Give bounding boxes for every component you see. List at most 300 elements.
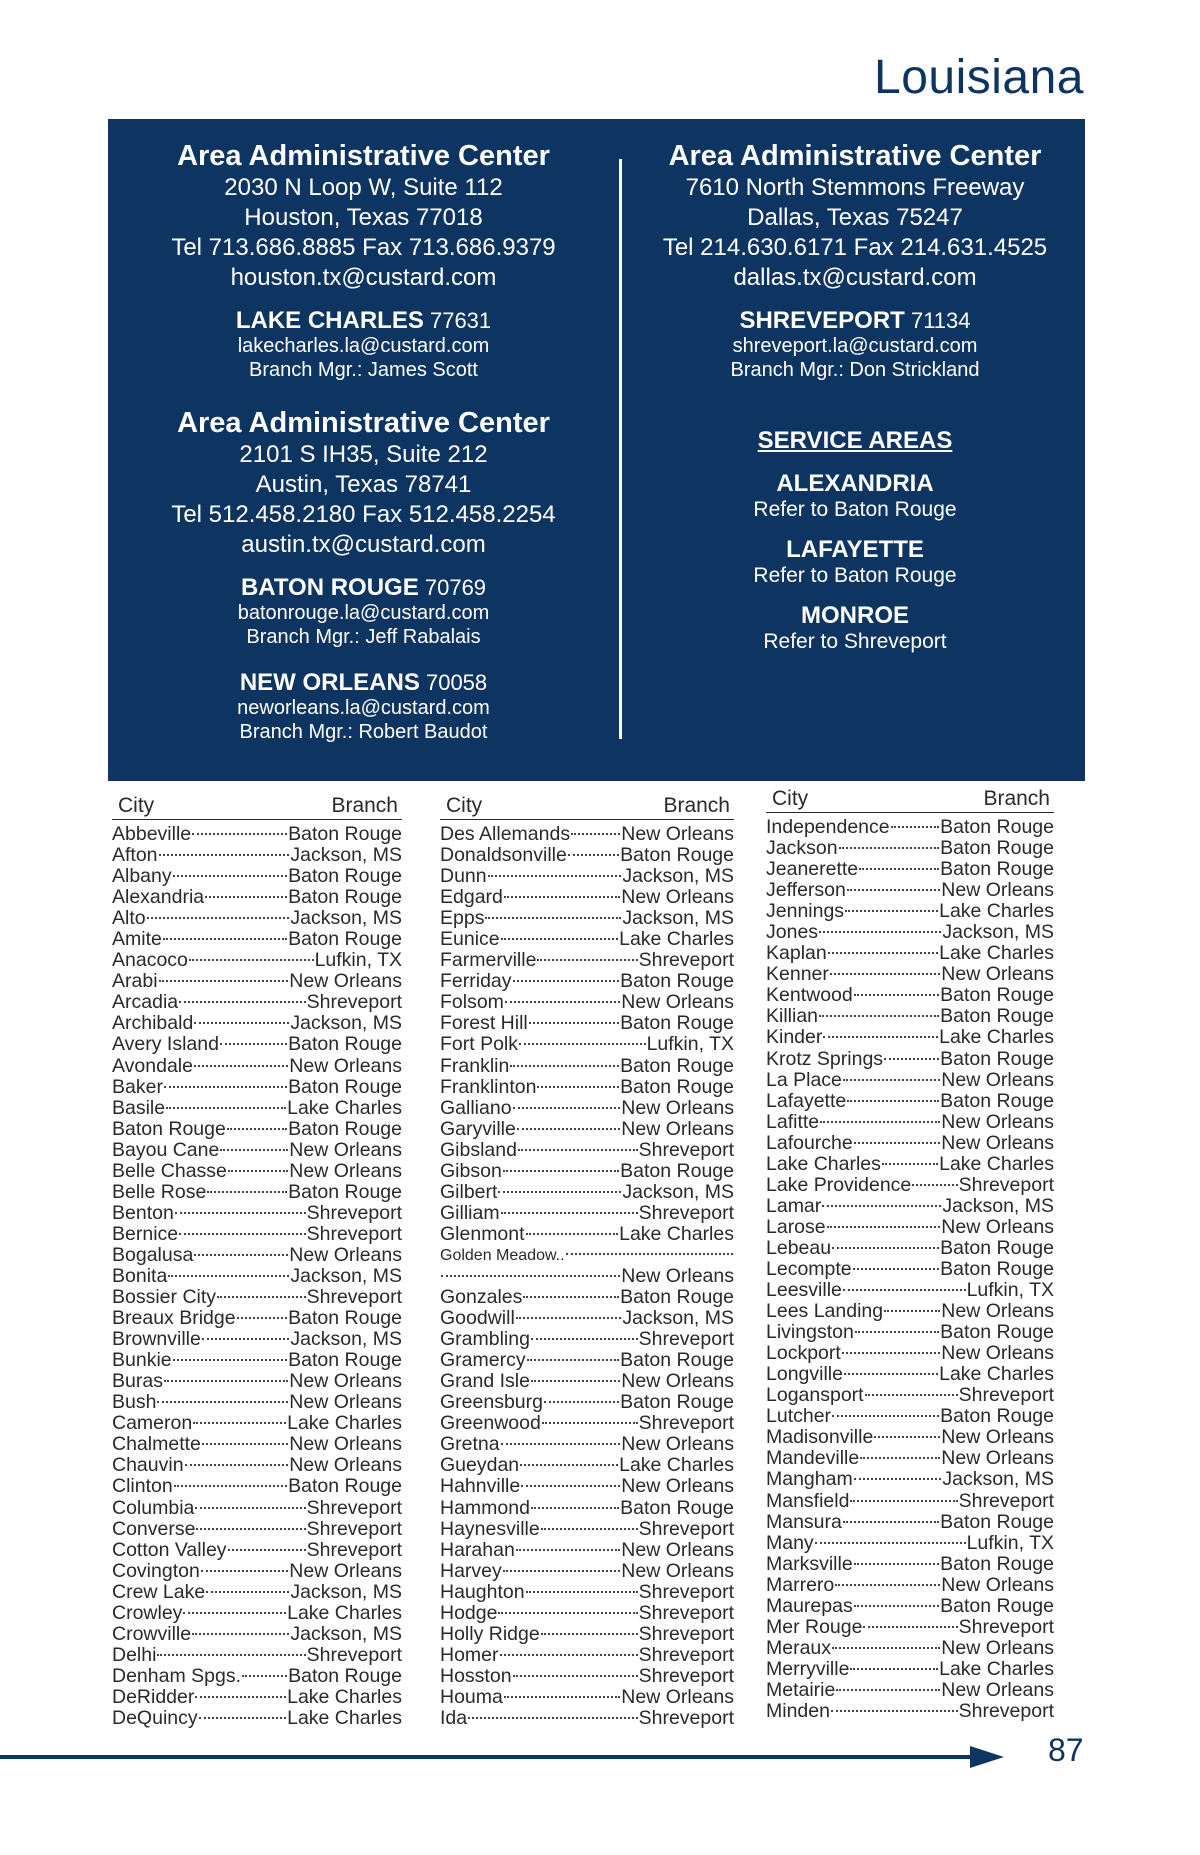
list-item [440,1498,734,1519]
list-item [112,1182,402,1203]
branch-name: Shreveport [638,1412,734,1435]
branch-name: Shreveport [306,1517,402,1540]
dot-leader [503,1170,619,1172]
branch-name: New Orleans [289,1370,402,1393]
dot-leader [541,1528,638,1530]
city-name: Hodge [440,1601,498,1624]
city-name: Jones [766,921,819,944]
dot-leader [541,1633,638,1635]
branch-name: Lufkin, TX [314,949,402,972]
city-name: Chalmette [112,1433,201,1456]
list-item [440,1034,734,1055]
city-name: Mansfield [766,1489,850,1512]
city-name: Covington [112,1559,200,1582]
city-name: Kinder [766,1026,823,1049]
city-name: Buras [112,1370,163,1393]
branch-name: Baton Rouge [940,1236,1054,1259]
dot-leader [194,1254,288,1256]
dot-leader [859,868,939,870]
city-name: Houma [440,1685,503,1708]
branch-name: New Orleans [941,879,1054,902]
city-name: Chauvin [112,1454,184,1477]
list-item [112,1434,402,1455]
list-item [440,929,734,950]
dot-leader [544,1401,619,1403]
dot-leader [510,1065,619,1067]
dot-leader [189,959,314,961]
branch-email-link[interactable]: neworleans.la@custard.com [237,697,490,719]
branch-name: Baton Rouge [940,816,1054,838]
list-item [440,1266,734,1287]
dot-leader [242,1675,287,1677]
list-item [112,1056,402,1077]
office-address-line1: 2101 S IH35, Suite 212 [239,441,488,468]
branch-name: Baton Rouge [940,837,1054,860]
city-name: Glenmont [440,1222,525,1245]
austin-office [108,406,619,560]
list-item [112,1308,402,1329]
city-name: Bonita [112,1264,168,1287]
city-name: Hosston [440,1664,512,1687]
dot-leader [827,1226,941,1228]
branch-name: Baton Rouge [288,1075,402,1098]
list-item [440,845,734,866]
city-name: Farmerville [440,949,537,972]
branch-name: Jackson, MS [942,1194,1054,1217]
dot-leader [173,875,288,877]
list-item [440,1182,734,1203]
city-list-column-3 [766,786,1054,1722]
branch-name: Shreveport [638,1138,734,1161]
branch-name: Baton Rouge [940,858,1054,881]
list-item [440,1224,734,1245]
city-name: Epps [440,907,485,930]
list-item [112,1582,402,1603]
dot-leader [500,1654,638,1656]
dot-leader [832,1415,939,1417]
service-area-ref: Refer to Baton Rouge [753,564,957,587]
city-name: Bernice [112,1222,179,1245]
branch-name: Baton Rouge [620,970,734,993]
dot-leader [505,1001,620,1003]
dot-leader [850,1668,938,1670]
branch-name: Shreveport [638,1517,734,1540]
branch-name: Baton Rouge [940,984,1054,1007]
dot-leader [185,1464,289,1466]
branch-name: Baton Rouge [288,823,402,845]
list-item [440,1245,734,1266]
branch-name: Jackson, MS [290,1264,402,1287]
dot-leader [819,931,941,933]
branch-name: Baton Rouge [620,1286,734,1309]
branch-email-link[interactable]: batonrouge.la@custard.com [237,602,490,624]
branch-name: Baton Rouge [288,1180,402,1203]
dot-leader [157,1654,305,1656]
dot-leader [227,1128,287,1130]
list-item [766,1259,1054,1280]
branch-name: Baton Rouge [940,1005,1054,1028]
dot-leader [196,1528,305,1530]
branch-name: New Orleans [289,1433,402,1456]
branch-name: Shreveport [306,1201,402,1224]
dot-leader [237,1317,288,1319]
new-orleans-branch [108,669,619,744]
branch-name: Shreveport [958,1615,1054,1638]
list-item [766,985,1054,1006]
city-name: Gramercy [440,1349,526,1372]
branch-name: Baton Rouge [940,1594,1054,1617]
list-item [766,1448,1054,1469]
list-item [766,1112,1054,1133]
list-item [440,950,734,971]
office-address-line2: Dallas, Texas 75247 [747,204,963,231]
branch-name: New Orleans [621,991,734,1014]
arrow-right-icon [970,1746,1004,1768]
dot-leader [854,1478,942,1480]
city-name: Garyville [440,1117,516,1140]
dot-leader [441,1275,620,1277]
city-name: Marrero [766,1573,835,1596]
dot-leader [504,896,620,898]
dot-leader [854,994,939,996]
city-name: Ferriday [440,970,512,993]
branch-name: Lake Charles [619,928,734,951]
branch-name: Jackson, MS [290,1012,402,1035]
list-item [440,1392,734,1413]
office-info-panel [108,119,1085,781]
dot-leader [537,1086,619,1088]
list-item [440,1140,734,1161]
city-name: Edgard [440,886,503,909]
column-divider [619,159,622,739]
city-name: Lebeau [766,1236,832,1259]
list-item [766,1027,1054,1048]
branch-name: Jackson, MS [290,1328,402,1351]
dot-leader [853,1268,940,1270]
branch-name: Shreveport [638,949,734,972]
city-name: Crowville [112,1622,192,1645]
dot-leader [830,973,940,975]
list-item [440,908,734,929]
list-item [440,1077,734,1098]
city-name: Merryville [766,1657,850,1680]
branch-name: Baton Rouge [288,1307,402,1330]
branch-zip: 71134 [910,308,971,333]
list-item [112,1224,402,1245]
city-name: Avondale [112,1054,193,1077]
list-item [766,1575,1054,1596]
branch-name: Baton Rouge [620,1054,734,1077]
branch-name: New Orleans [941,1300,1054,1323]
city-name: Gueydan [440,1454,520,1477]
branch-name: Jackson, MS [290,907,402,930]
city-name: Jeanerette [766,858,859,881]
city-name: Jackson [766,837,838,860]
city-name: Donaldsonville [440,844,567,867]
city-name: Fort Polk [440,1033,519,1056]
city-name: Haynesville [440,1517,540,1540]
branch-header: Branch [331,794,398,817]
branch-name: New Orleans [941,1426,1054,1449]
dot-leader [228,1549,306,1551]
dot-leader [501,938,618,940]
service-area-ref: Refer to Shreveport [763,630,947,653]
lake-charles-branch [108,307,619,382]
city-name: Golden Meadow.. [440,1246,565,1264]
branch-name: Shreveport [638,1622,734,1645]
city-name: Lafitte [766,1110,820,1133]
dot-leader [179,1233,305,1235]
list-item [440,1434,734,1455]
branch-name: New Orleans [289,1454,402,1477]
city-name: Goodwill [440,1307,515,1330]
city-name: Maurepas [766,1594,853,1617]
branch-name: Jackson, MS [290,1622,402,1645]
branch-name: Lake Charles [939,900,1054,923]
list-item [766,1406,1054,1427]
list-item [440,866,734,887]
list-item [112,1013,402,1034]
branch-name: Lufkin, TX [966,1531,1054,1554]
city-name: Belle Chasse [112,1159,227,1182]
list-item [766,1175,1054,1196]
dot-leader [842,1352,940,1354]
office-title: Area Administrative Center [668,140,1042,172]
list-item [112,1476,402,1497]
dot-leader [159,980,289,982]
dot-leader [503,1570,621,1572]
city-name: Mangham [766,1468,853,1491]
list-item [766,901,1054,922]
office-address-line2: Austin, Texas 78741 [255,471,472,498]
branch-name: Shreveport [638,1580,734,1603]
branch-name: New Orleans [289,1159,402,1182]
city-name: Baker [112,1075,163,1098]
city-name: Jefferson [766,879,846,902]
city-name: Grand Isle [440,1370,530,1393]
city-name: Gibsland [440,1138,517,1161]
city-name: Albany [112,865,172,888]
branch-manager: Branch Mgr.: Jeff Rabalais [246,626,481,648]
branch-name: Baton Rouge [288,928,402,951]
city-name: Metairie [766,1678,836,1701]
city-header: City [772,787,809,810]
city-rows [112,824,402,1729]
branch-name: Shreveport [306,1286,402,1309]
city-name: Columbia [112,1496,195,1519]
list-item [112,1350,402,1371]
list-item [440,1287,734,1308]
branch-name: New Orleans [289,1138,402,1161]
city-name: Bayou Cane [112,1138,220,1161]
list-item [440,1582,734,1603]
city-name: Arabi [112,970,158,993]
branch-name: Jackson, MS [942,1468,1054,1491]
city-name: Haughton [440,1580,525,1603]
branch-email-link[interactable]: lakecharles.la@custard.com [237,335,490,357]
city-name: Bossier City [112,1286,217,1309]
branch-name: New Orleans [621,1370,734,1393]
branch-manager: Branch Mgr.: Don Strickland [730,359,980,381]
list-item [766,1659,1054,1680]
dot-leader [836,1689,940,1691]
city-name: Archibald [112,1012,194,1035]
list-item [440,1329,734,1350]
list-item [112,1666,402,1687]
branch-name: New Orleans [621,1096,734,1119]
list-item [440,1603,734,1624]
branch-name: New Orleans [941,1573,1054,1596]
branch-name: Jackson, MS [622,1307,734,1330]
branch-zip: 77631 [429,308,492,333]
dot-leader [159,854,290,856]
list-item [766,1280,1054,1301]
branch-name: New Orleans [621,823,734,845]
branch-name: Lufkin, TX [966,1279,1054,1302]
city-name: Mandeville [766,1447,860,1470]
branch-email-link[interactable]: shreveport.la@custard.com [732,335,978,357]
list-item [766,1301,1054,1322]
city-name: Baton Rouge [112,1117,226,1140]
dot-leader [843,1521,939,1523]
list-item [440,887,734,908]
city-name: Harvey [440,1559,502,1582]
city-name: Independence [766,816,890,838]
city-name: Lafourche [766,1131,853,1154]
office-email-link[interactable]: austin.tx@custard.com [241,531,486,558]
city-name: Brownville [112,1328,201,1351]
list-item [766,859,1054,880]
list-item [766,1322,1054,1343]
list-item [766,1154,1054,1175]
branch-name: New Orleans [621,1538,734,1561]
list-item [766,1680,1054,1701]
list-item [440,1098,734,1119]
city-name: Holly Ridge [440,1622,540,1645]
branch-name: New Orleans [621,1433,734,1456]
list-item [766,1533,1054,1554]
city-name: Clinton [112,1475,173,1498]
branch-name: Baton Rouge [288,1033,402,1056]
service-area [625,536,1085,588]
city-name: Benton [112,1201,174,1224]
branch-name: New Orleans [289,970,402,993]
dot-leader [194,1022,289,1024]
city-name: Killian [766,1005,819,1028]
city-name: Marksville [766,1552,853,1575]
city-name: Forest Hill [440,1012,528,1035]
city-name: Folsom [440,991,504,1014]
list-item [766,838,1054,859]
branch-name: New Orleans [289,1054,402,1077]
branch-name: Jackson, MS [622,1180,734,1203]
branch-name: Lake Charles [287,1096,402,1119]
list-item [112,1498,402,1519]
dot-leader [220,1043,287,1045]
office-email-link[interactable]: houston.tx@custard.com [230,264,497,291]
shreveport-branch [625,307,1085,382]
dot-leader [854,1605,939,1607]
list-item [112,1708,402,1729]
city-name: Cameron [112,1412,193,1435]
branch-name: Baton Rouge [620,1496,734,1519]
branch-name: Baton Rouge [620,1349,734,1372]
dot-leader [815,1542,966,1544]
list-item [766,1617,1054,1638]
city-name: Lecompte [766,1257,852,1280]
branch-name: Baton Rouge [288,1117,402,1140]
city-name: DeQuincy [112,1706,198,1729]
office-phone: Tel 214.630.6171 Fax 214.631.4525 [662,234,1048,261]
list-item [766,1238,1054,1259]
office-email-link[interactable]: dallas.tx@custard.com [733,264,977,291]
city-name: DeRidder [112,1685,195,1708]
branch-zip: 70769 [424,575,487,600]
dot-leader [863,1626,957,1628]
dot-leader [201,1570,288,1572]
offices-left-column [108,139,619,744]
city-name: Larose [766,1215,826,1238]
list-item [112,845,402,866]
list-item [440,1645,734,1666]
list-item [112,1119,402,1140]
dot-leader [205,896,287,898]
branch-name: New Orleans [941,1678,1054,1701]
service-area [625,602,1085,654]
dot-leader [865,1394,958,1396]
list-item [112,1077,402,1098]
branch-name: Lufkin, TX [646,1033,734,1056]
city-name: Alto [112,907,146,930]
city-rows [766,817,1054,1722]
city-name: Lutcher [766,1405,832,1428]
service-area [625,470,1085,522]
list-item [112,866,402,887]
service-area-name: LAFAYETTE [786,536,924,563]
list-item [766,1491,1054,1512]
dot-leader [157,1401,288,1403]
city-name: Converse [112,1517,196,1540]
list-item [112,1687,402,1708]
dot-leader [217,1296,306,1298]
list-item [766,880,1054,901]
dot-leader [531,1338,638,1340]
branch-name: Shreveport [306,1643,402,1666]
branch-manager: Branch Mgr.: Robert Baudot [239,721,488,743]
city-name: Avery Island [112,1033,219,1056]
list-item [766,1469,1054,1490]
city-name: Bogalusa [112,1243,194,1266]
list-item [766,1638,1054,1659]
list-item [766,1006,1054,1027]
branch-name: New Orleans [941,1447,1054,1470]
list-item [112,1203,402,1224]
dot-leader [516,1317,622,1319]
dot-leader [820,1121,940,1123]
list-header [112,793,402,820]
dot-leader [832,1247,939,1249]
office-address-line1: 7610 North Stemmons Freeway [685,174,1025,201]
dot-leader [192,1633,289,1635]
dot-leader [513,980,620,982]
dot-leader [526,1591,638,1593]
branch-name: New Orleans [621,886,734,909]
branch-name: Baton Rouge [620,1012,734,1035]
branch-name: Baton Rouge [940,1321,1054,1344]
branch-name: Shreveport [638,1643,734,1666]
city-name: Breaux Bridge [112,1307,236,1330]
dot-leader [174,1485,287,1487]
